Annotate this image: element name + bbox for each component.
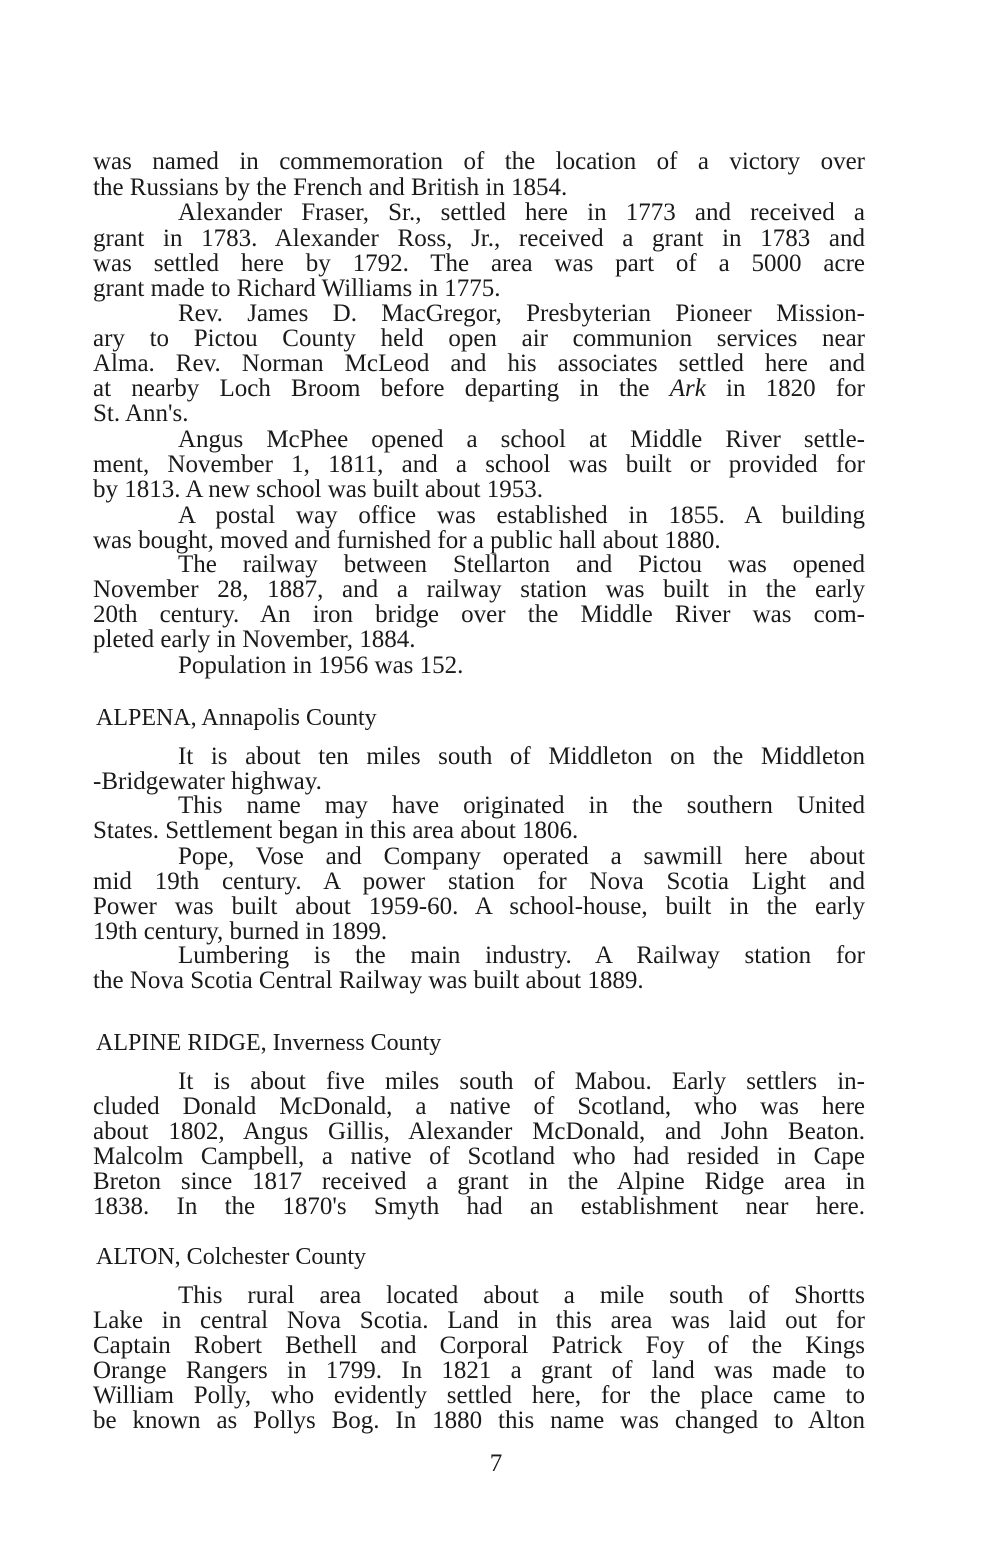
entry-heading-alpena: ALPENA, Annapolis County bbox=[96, 705, 377, 731]
entry-heading-alpine-ridge: ALPINE RIDGE, Inverness County bbox=[96, 1030, 442, 1056]
text-line: Angus McPhee opened a school at Middle River settle- bbox=[178, 426, 865, 453]
text-line: the Russians by the French and British in 1854. bbox=[93, 174, 568, 201]
text-line: This rural area located about a mile south of Shortts bbox=[178, 1282, 865, 1309]
text-line: Alma. Rev. Norman McLeod and his associates settled here and bbox=[93, 350, 865, 377]
text-line: November 28, 1887, and a railway station was built in the early bbox=[93, 576, 865, 603]
entry-heading-alton: ALTON, Colchester County bbox=[96, 1244, 366, 1270]
text-line: was bought, moved and furnished for a public hall about 1880. bbox=[93, 527, 721, 554]
text-line: Lake in central Nova Scotia. Land in this area was laid out for bbox=[93, 1307, 865, 1334]
text-line: Malcolm Campbell, a native of Scotland who had resided in Cape bbox=[93, 1143, 865, 1170]
text-line: grant in 1783. Alexander Ross, Jr., received a grant in 1783 and bbox=[93, 225, 865, 252]
text-line: 20th century. An iron bridge over the Middle River was com- bbox=[93, 601, 865, 628]
text-line-ark bbox=[93, 376, 865, 402]
text-line: cluded Donald McDonald, a native of Scotland, who was here bbox=[93, 1093, 865, 1120]
text-line: Lumbering is the main industry. A Railway station for bbox=[178, 942, 865, 969]
text-line: 19th century, burned in 1899. bbox=[93, 918, 388, 945]
page-number: 7 bbox=[489, 1450, 503, 1477]
text-segment: at nearby Loch Broom before departing in the bbox=[93, 375, 670, 402]
text-line: 1838. In the 1870's Smyth had an establishment near here. bbox=[93, 1193, 865, 1220]
text-line: Alexander Fraser, Sr., settled here in 1773 and received a bbox=[178, 199, 865, 226]
text-line: It is about five miles south of Mabou. Early settlers in- bbox=[178, 1068, 865, 1095]
text-line: Rev. James D. MacGregor, Presbyterian Pioneer Mission- bbox=[178, 300, 865, 327]
text-line: The railway between Stellarton and Pictou was opened bbox=[178, 551, 865, 578]
text-line: Breton since 1817 received a grant in the Alpine Ridge area in bbox=[93, 1168, 865, 1195]
text-line: States. Settlement began in this area about 1806. bbox=[93, 817, 579, 844]
text-line: the Nova Scotia Central Railway was built about 1889. bbox=[93, 967, 644, 994]
text-line: by 1813. A new school was built about 1953. bbox=[93, 476, 543, 503]
text-line: This name may have originated in the southern United bbox=[178, 792, 865, 819]
text-line: mid 19th century. A power station for Nova Scotia Light and bbox=[93, 868, 865, 895]
text-line: Orange Rangers in 1799. In 1821 a grant of land was made to bbox=[93, 1357, 865, 1384]
text-line: ment, November 1, 1811, and a school was built or provided for bbox=[93, 451, 865, 478]
text-line: about 1802, Angus Gillis, Alexander McDonald, and John Beaton. bbox=[93, 1118, 865, 1145]
text-line: be known as Pollys Bog. In 1880 this name was changed to Alton bbox=[93, 1407, 865, 1434]
text-line: St. Ann's. bbox=[93, 400, 189, 427]
text-line: -Bridgewater highway. bbox=[93, 768, 322, 795]
text-line: Power was built about 1959-60. A school-house, built in the early bbox=[93, 893, 865, 920]
text-line: pleted early in November, 1884. bbox=[93, 626, 416, 653]
text-line: ary to Pictou County held open air communion services near bbox=[93, 325, 865, 352]
text-segment: in 1820 for bbox=[705, 375, 865, 402]
text-line: was settled here by 1792. The area was part of a 5000 acre bbox=[93, 250, 865, 277]
text-line: It is about ten miles south of Middleton on the Middleton bbox=[178, 743, 865, 770]
text-line: Pope, Vose and Company operated a sawmill here about bbox=[178, 843, 865, 870]
ship-name-italic: Ark bbox=[669, 375, 706, 402]
text-line: was named in commemoration of the location of a victory over bbox=[93, 148, 865, 175]
text-line: grant made to Richard Williams in 1775. bbox=[93, 275, 501, 302]
text-line: William Polly, who evidently settled here, for the place came to bbox=[93, 1382, 865, 1409]
text-line: Population in 1956 was 152. bbox=[178, 652, 464, 679]
text-line: A postal way office was established in 1855. A building bbox=[178, 502, 865, 529]
text-line: Captain Robert Bethell and Corporal Patrick Foy of the Kings bbox=[93, 1332, 865, 1359]
